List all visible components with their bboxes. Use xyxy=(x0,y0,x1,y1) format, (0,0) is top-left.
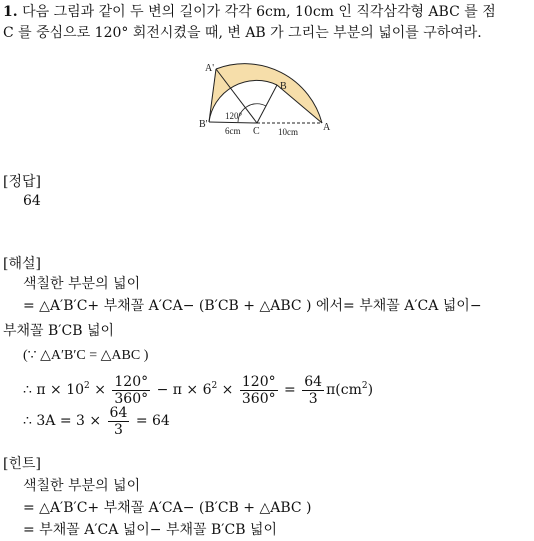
fraction-64-3-b: $\frac{64}{3}$ xyxy=(109,404,128,438)
explanation-header: [해설] xyxy=(3,256,41,272)
hint-line-1: 색칠한 부분의 넓이 xyxy=(23,478,141,494)
explanation-line-1: 색칠한 부분의 넓이 xyxy=(23,276,141,292)
explanation-line-2: = △A′B′C+ 부채꼴 A′CA− (B′CB + △ABC ) 에서= 부채꼴 A′CA 넓이− xyxy=(23,298,482,314)
explanation-equation-1: ∴ $\pi \times 10^2$ × $\frac{120^\circ}{360^\circ}$ − $\pi \times 6^2$ × $\frac{120^\circ}{360^\circ}$ = $\frac{64}{3}$ $\pi(cm^2)$ xyxy=(23,373,374,407)
label-B-prime: B' xyxy=(199,119,208,130)
answer-header: [정답] xyxy=(3,174,41,190)
segment-B-prime-C xyxy=(209,122,257,123)
label-B: B xyxy=(280,81,287,92)
hint-header: [힌트] xyxy=(3,456,41,472)
problem-text-1: 다음 그림과 같이 두 변의 길이가 각각 6cm, 10cm 인 직각삼각형 ABC 를 점 xyxy=(22,4,496,20)
fraction-64-3-a: $\frac{64}{3}$ xyxy=(304,373,323,407)
hint-line-3: = 부채꼴 A′CA 넓이− 부채꼴 B′CB 넓이 xyxy=(23,522,277,538)
fraction-120-360-b: $\frac{120^\circ}{360^\circ}$ xyxy=(241,373,276,407)
fraction-120-360-a: $\frac{120^\circ}{360^\circ}$ xyxy=(114,373,149,407)
label-angle: 120° xyxy=(225,111,243,121)
problem-line-2: C 를 중심으로 120° 회전시켰을 때, 변 AB 가 그리는 부분의 넓이를 구하여라. xyxy=(3,25,482,41)
problem-line-1 xyxy=(3,3,496,21)
explanation-line-3: 부채꼴 B′CB 넓이 xyxy=(3,323,114,339)
label-C: C xyxy=(253,126,260,137)
label-10cm: 10cm xyxy=(278,127,298,137)
rotation-figure xyxy=(198,55,338,141)
hint-line-2: = △A′B′C+ 부채꼴 A′CA− (B′CB + △ABC ) xyxy=(23,500,312,516)
label-A-prime: A' xyxy=(205,63,215,74)
explanation-equation-2: ∴ 3A = 3 × $\frac{64}{3}$ = 64 xyxy=(23,404,170,438)
label-A: A xyxy=(323,122,331,133)
explanation-line-4: (∵ △A′B′C = △ABC ) xyxy=(23,348,149,363)
label-6cm: 6cm xyxy=(225,126,241,136)
answer-value: 64 xyxy=(23,193,41,209)
problem-number: 1. xyxy=(3,4,18,20)
